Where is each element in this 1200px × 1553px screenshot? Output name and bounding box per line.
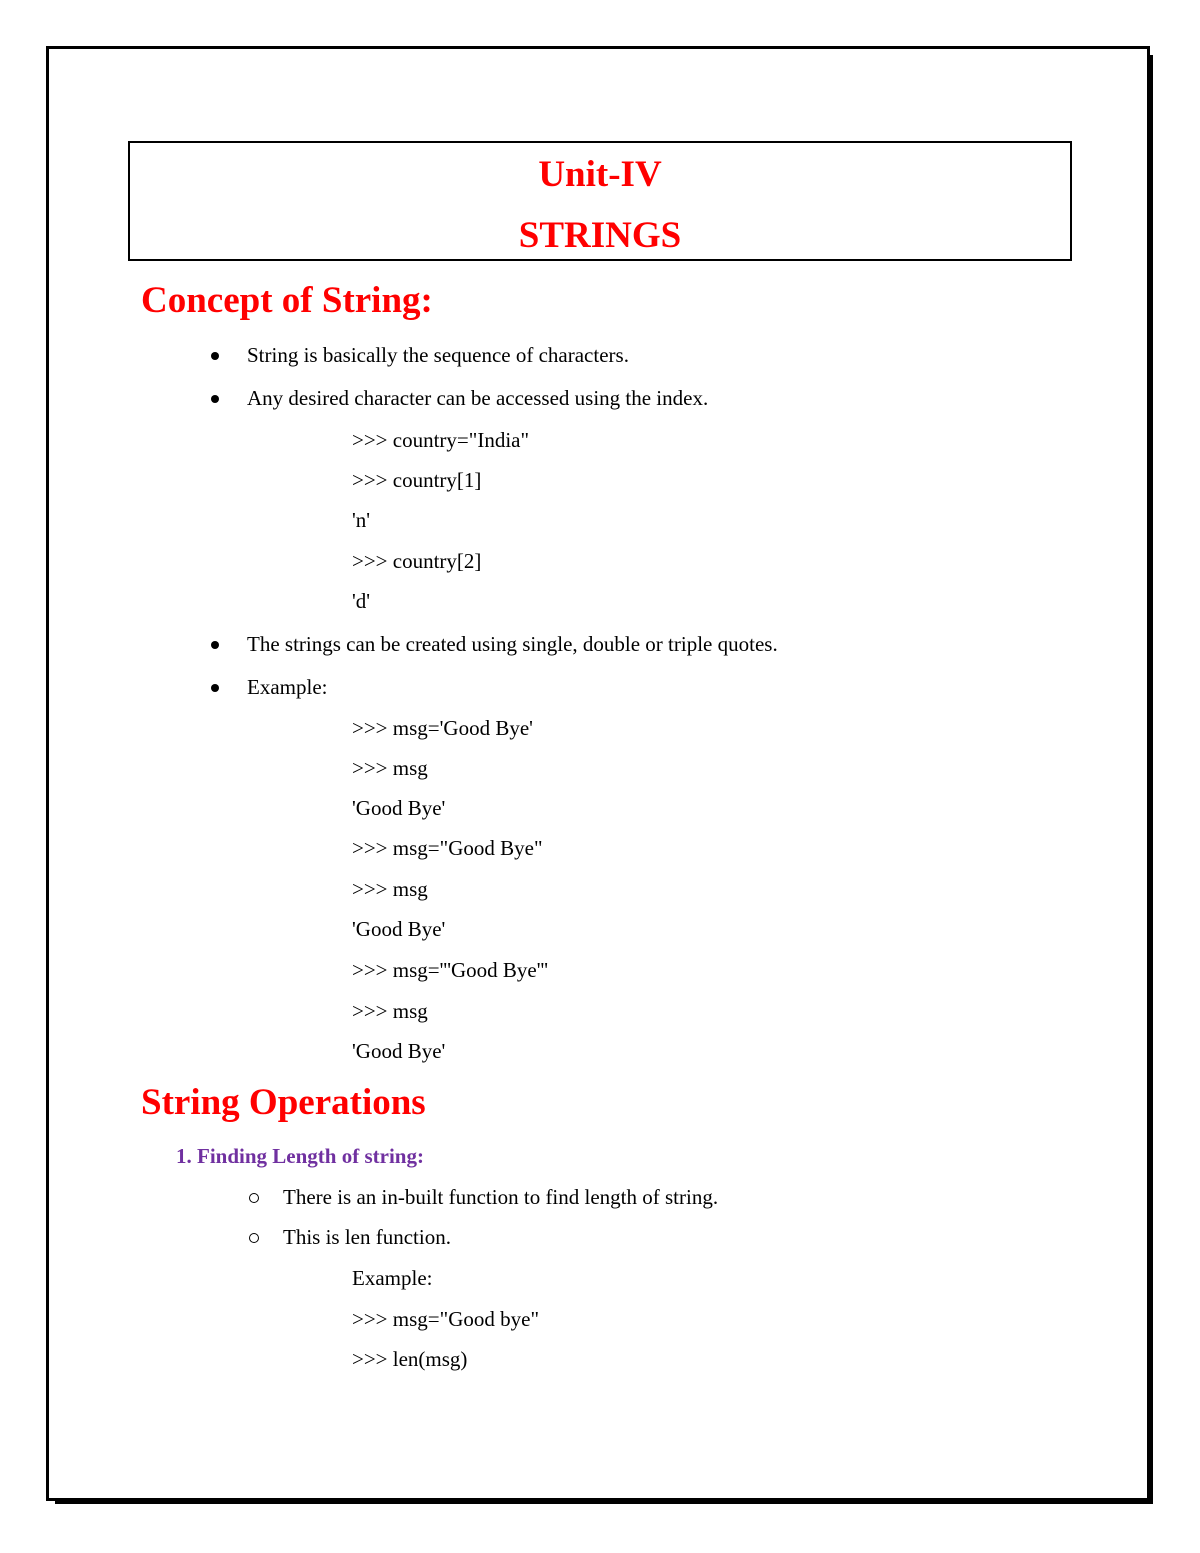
bullet-item — [247, 345, 629, 366]
bullet-icon — [211, 352, 219, 360]
title-box — [128, 141, 1072, 261]
code-line: >>> country[2] — [352, 549, 482, 573]
code-line: >>> country[1] — [352, 468, 482, 492]
code-line: >>> msg — [352, 999, 428, 1023]
bullet-text: String is basically the sequence of characters. — [247, 343, 629, 367]
code-line: >>> msg="Good Bye" — [352, 836, 543, 860]
bullet-item — [247, 677, 327, 698]
concept-heading: Concept of String: — [141, 280, 433, 321]
code-line: 'Good Bye' — [352, 917, 446, 941]
bullet-icon — [211, 395, 219, 403]
bullet-item — [247, 388, 708, 409]
code-line: >>> msg='''Good Bye''' — [352, 958, 549, 982]
bullet-icon — [211, 641, 219, 649]
bullet-item — [247, 634, 778, 655]
list-item-text: This is len function. — [283, 1225, 451, 1249]
bullet-text: The strings can be created using single, double or triple quotes. — [247, 632, 778, 656]
list-item — [283, 1227, 451, 1248]
bullet-text: Example: — [247, 675, 328, 699]
topic-title: STRINGS — [518, 215, 682, 256]
length-subheading: 1. Finding Length of string: — [176, 1144, 424, 1168]
code-line: >>> len(msg) — [352, 1347, 468, 1371]
code-line: 'd' — [352, 589, 371, 613]
unit-title: Unit-IV — [538, 154, 662, 195]
code-line: >>> msg — [352, 756, 428, 780]
code-line: >>> msg — [352, 877, 428, 901]
list-item-text: There is an in-built function to find length of string. — [283, 1185, 719, 1209]
circle-bullet-icon — [249, 1233, 259, 1243]
code-line: Example: — [352, 1266, 433, 1290]
page-border — [46, 46, 1150, 1501]
circle-bullet-icon — [249, 1193, 259, 1203]
code-line: >>> country="India" — [352, 428, 530, 452]
bullet-icon — [211, 684, 219, 692]
code-line: 'Good Bye' — [352, 796, 446, 820]
list-item — [283, 1187, 718, 1208]
code-line: 'Good Bye' — [352, 1039, 446, 1063]
code-line: >>> msg='Good Bye' — [352, 716, 533, 740]
code-line: 'n' — [352, 508, 371, 532]
operations-heading: String Operations — [141, 1082, 426, 1123]
bullet-text: Any desired character can be accessed using the index. — [247, 386, 709, 410]
code-line: >>> msg="Good bye" — [352, 1307, 540, 1331]
